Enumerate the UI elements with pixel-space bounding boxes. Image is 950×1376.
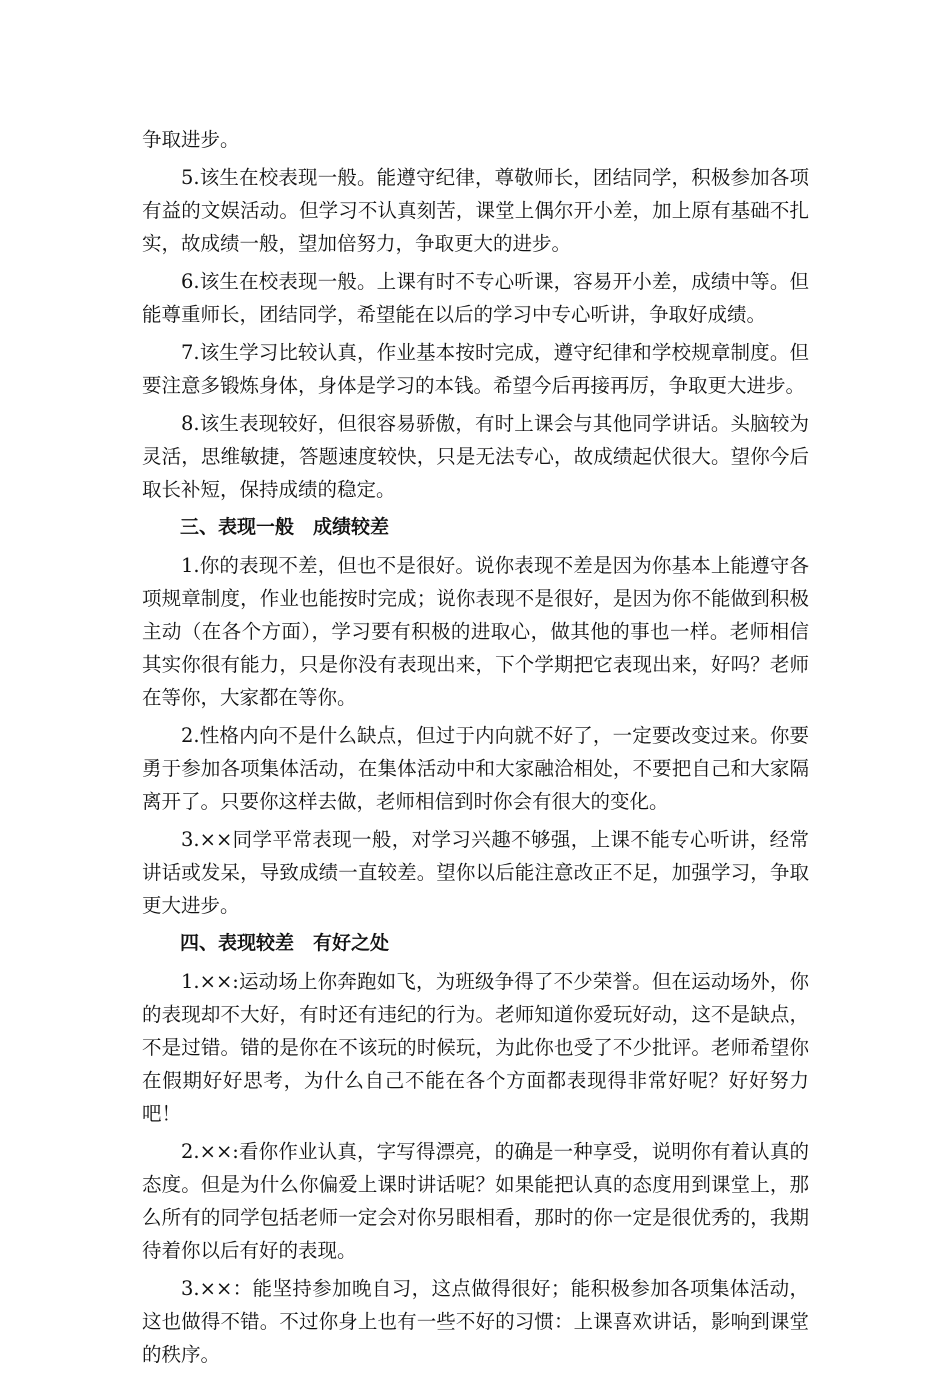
paragraph-section3-1: 1.你的表现不差，但也不是很好。说你表现不差是因为你基本上能遵守各项规章制度，作业也能按时完成；说你表现不是很好，是因为你不能做到积极主动（在各个方面），学习要有积极的进取心，做其他的事也一样。老师相信其实你很有能力，只是你没有表现出来，下个学期把它表现出来，好吗？老师在等你，大家都在等你。 <box>142 554 809 709</box>
paragraph-section3-2: 2.性格内向不是什么缺点，但过于内向就不好了，一定要改变过来。你要勇于参加各项集体活动，在集体活动中和大家融洽相处，不要把自己和大家隔离开了。只要你这样去做，老师相信到时你会有很大的变化。 <box>142 724 809 813</box>
paragraph-comment-6: 6.该生在校表现一般。上课有时不专心听课，容易开小差，成绩中等。但能尊重师长，团结同学，希望能在以后的学习中专心听讲，争取好成绩。 <box>142 270 809 326</box>
paragraph-comment-7: 7.该生学习比较认真，作业基本按时完成，遵守纪律和学校规章制度。但要注意多锻炼身体，身体是学习的本钱。希望今后再接再厉，争取更大进步。 <box>142 341 809 397</box>
paragraph-section3-3: 3.××同学平常表现一般，对学习兴趣不够强，上课不能专心听讲，经常讲话或发呆，导致成绩一直较差。望你以后能注意改正不足，加强学习，争取更大进步。 <box>142 828 809 917</box>
paragraph-comment-8: 8.该生表现较好，但很容易骄傲，有时上课会与其他同学讲话。头脑较为灵活，思维敏捷，答题速度较快，只是无法专心，故成绩起伏很大。望你今后取长补短，保持成绩的稳定。 <box>142 412 809 501</box>
paragraph-section4-2: 2.××:看你作业认真，字写得漂亮，的确是一种享受，说明你有着认真的态度。但是为什么你偏爱上课时讲话呢？如果能把认真的态度用到课堂上，那么所有的同学包括老师一定会对你另眼相看，那时的你一定是很优秀的，我期待着你以后有好的表现。 <box>142 1140 809 1262</box>
document-page <box>142 123 809 1376</box>
section-heading-4: 四、表现较差 有好之处 <box>180 932 390 954</box>
paragraph-comment-5: 5.该生在校表现一般。能遵守纪律，尊敬师长，团结同学，积极参加各项有益的文娱活动。但学习不认真刻苦，课堂上偶尔开小差，加上原有基础不扎实，故成绩一般，望加倍努力，争取更大的进步。 <box>142 166 809 255</box>
paragraph-section4-1: 1.××:运动场上你奔跑如飞，为班级争得了不少荣誉。但在运动场外，你的表现却不大好，有时还有违纪的行为。老师知道你爱玩好动，这不是缺点，不是过错。错的是你在不该玩的时候玩，为此你也受了不少批评。老师希望你在假期好好思考，为什么自己不能在各个方面都表现得非常好呢？好好努力吧！ <box>142 970 809 1125</box>
paragraph-continuation: 争取进步。 <box>142 128 240 151</box>
section-heading-3: 三、表现一般 成绩较差 <box>180 516 390 538</box>
paragraph-section4-3: 3.××：能坚持参加晚自习，这点做得很好；能积极参加各项集体活动，这也做得不错。不过你身上也有一些不好的习惯：上课喜欢讲话，影响到课堂的秩序。 <box>142 1277 809 1366</box>
